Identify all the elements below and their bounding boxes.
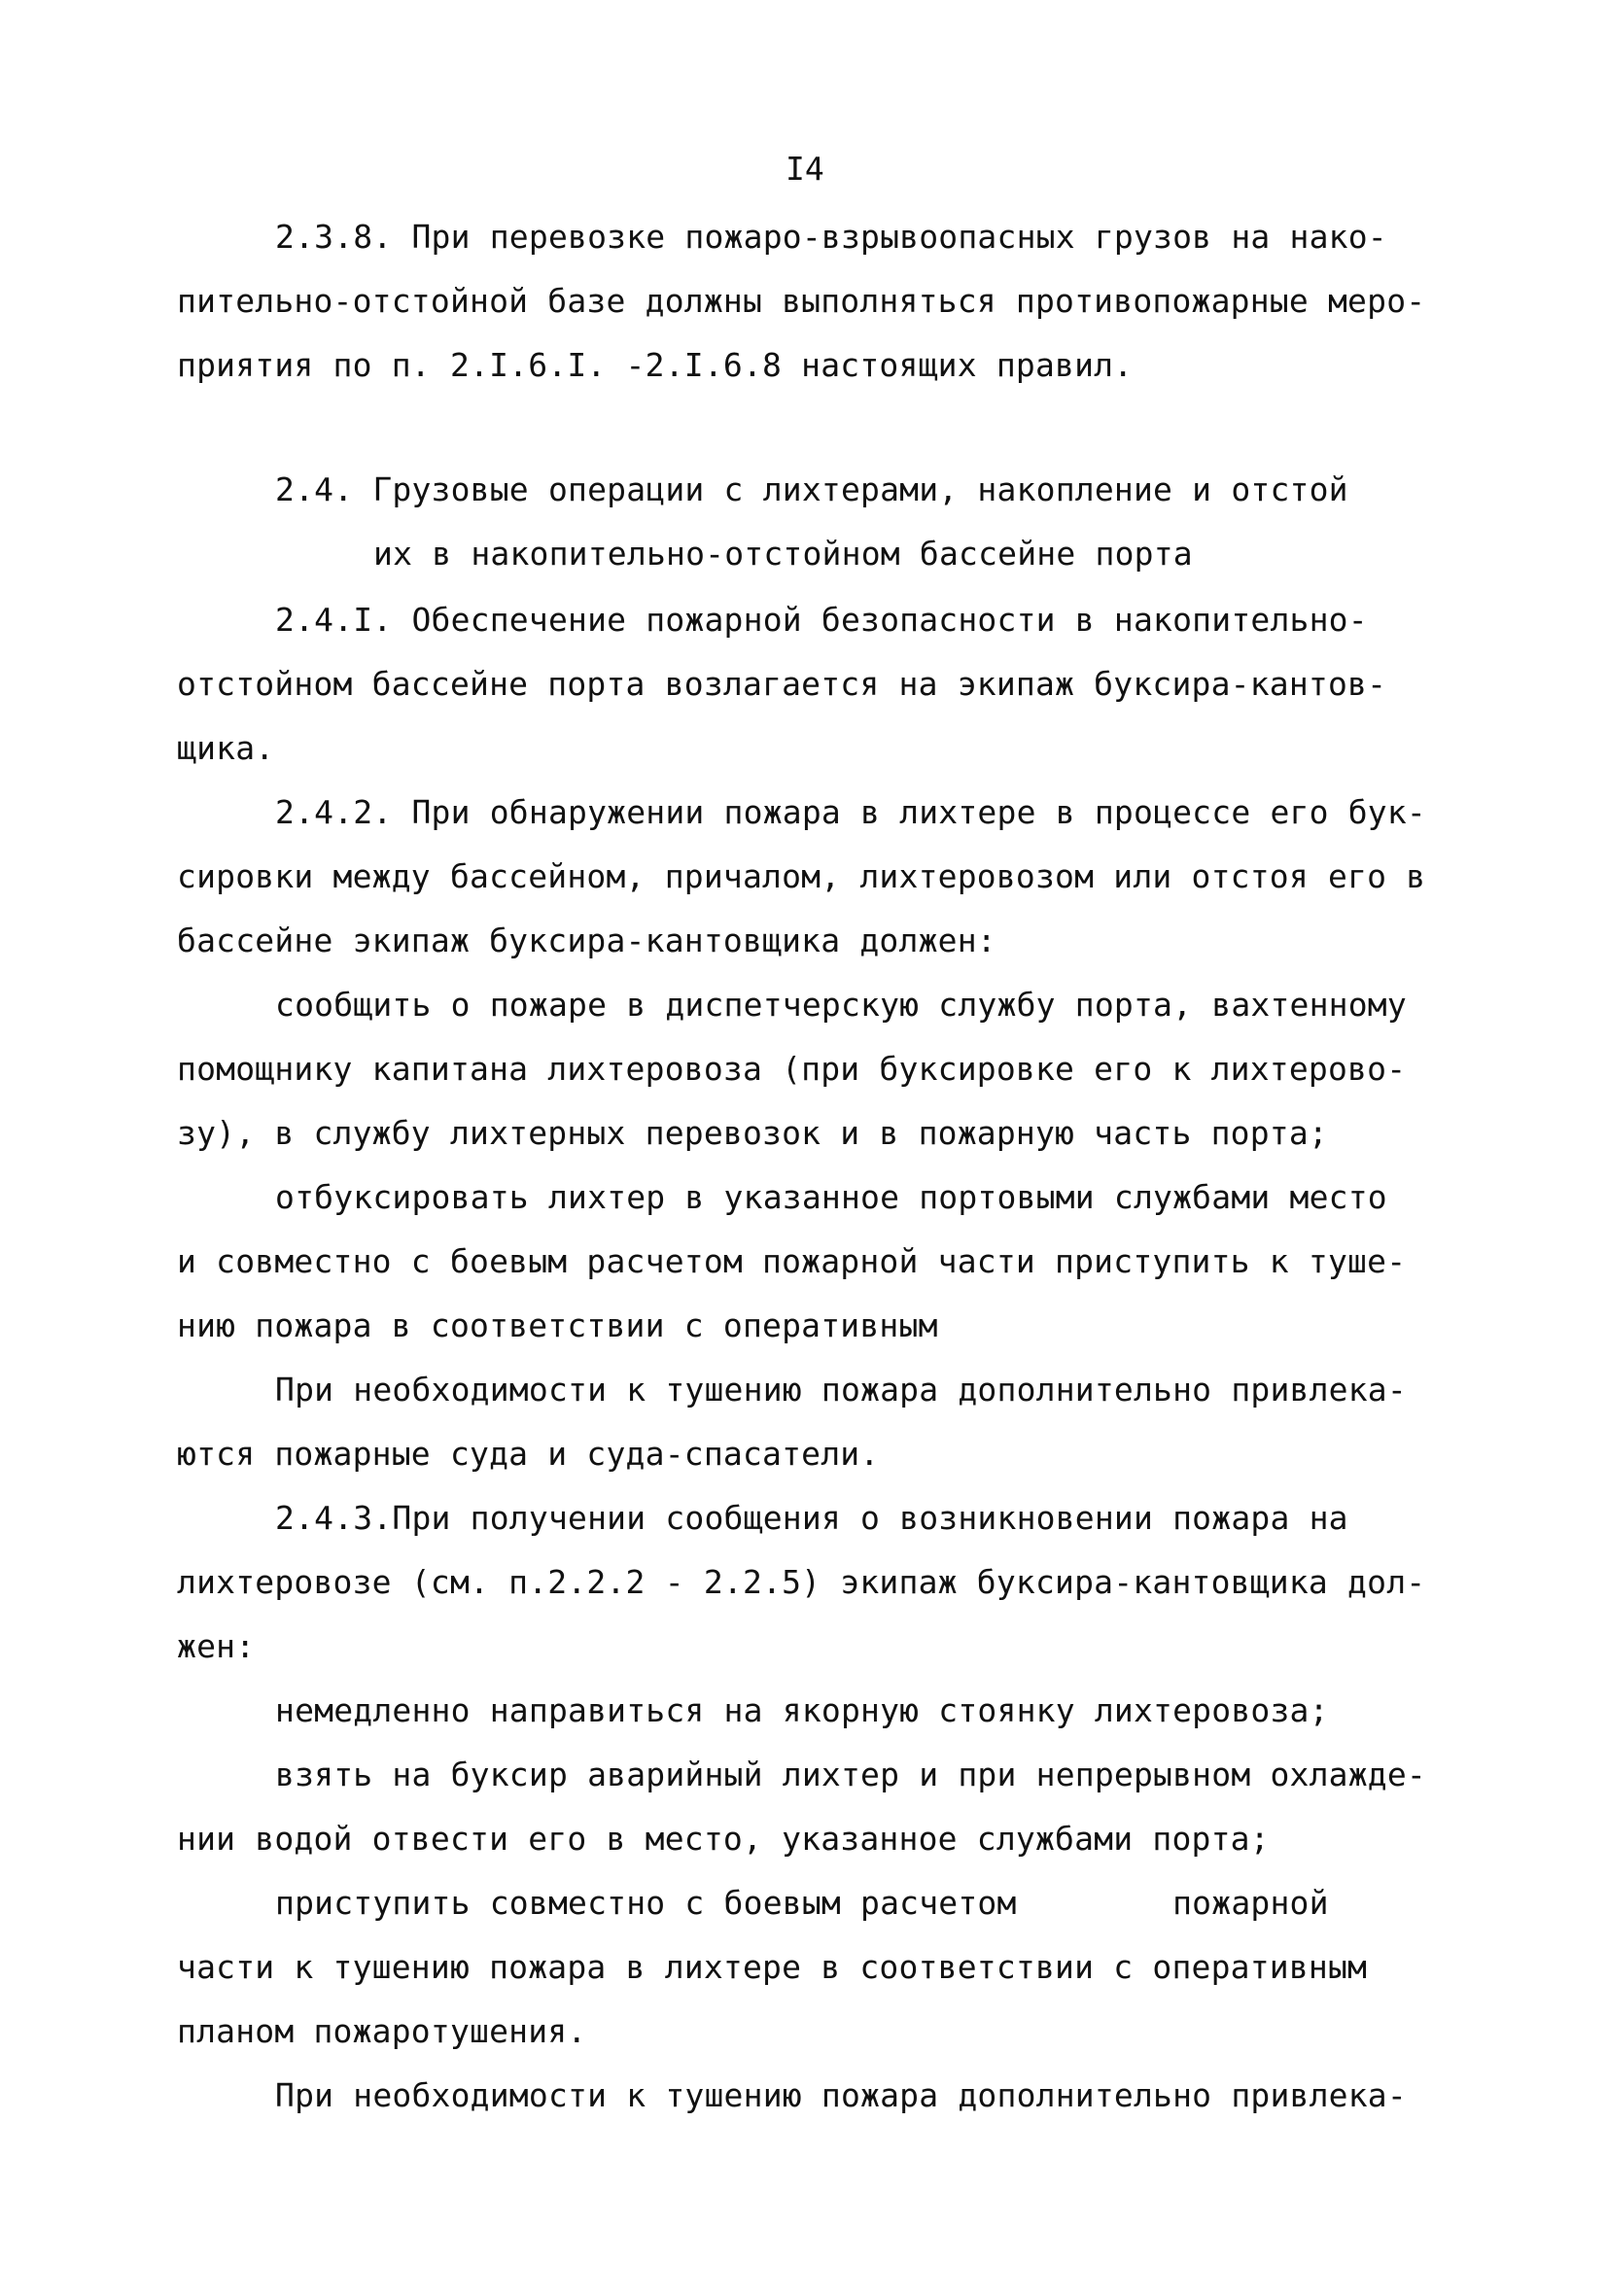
text-line: отстойном бассейне порта возлагается на экипаж буксира-кантов- xyxy=(177,665,1387,703)
text-line: части к тушению пожара в лихтере в соответствии с оперативным xyxy=(177,1948,1368,1986)
text-line: При необходимости к тушению пожара дополнительно привлека- xyxy=(275,2076,1407,2114)
text-line: При необходимости к тушению пожара дополнительно привлека- xyxy=(275,1371,1407,1409)
text-line: щика. xyxy=(177,729,275,767)
text-line: помощнику капитана лихтеровоза (при буксировке его к лихтерово- xyxy=(177,1050,1407,1088)
text-line: 2.4.3.При получении сообщения о возникновении пожара на xyxy=(275,1499,1348,1537)
text-line: немедленно направиться на якорную стоянку лихтеровоза; xyxy=(275,1691,1329,1729)
text-line: приятия по п. 2.I.6.I. -2.I.6.8 настоящих правил. xyxy=(177,346,1134,384)
text-line: сообщить о пожаре в диспетчерскую службу порта, вахтенному xyxy=(275,986,1407,1024)
text-line: лихтеровозе (см. п.2.2.2 - 2.2.5) экипаж буксира-кантовщика дол- xyxy=(177,1563,1426,1601)
text-line: бассейне экипаж буксира-кантовщика должен: xyxy=(177,922,996,959)
text-line: нию пожара в соответствии с оперативным xyxy=(177,1306,938,1344)
text-line: взять на буксир аварийный лихтер и при непрерывном охлажде- xyxy=(275,1756,1426,1793)
text-line: и совместно с боевым расчетом пожарной части приступить к туше- xyxy=(177,1242,1407,1280)
text-line: ются пожарные суда и суда-спасатели. xyxy=(177,1435,880,1473)
text-line: 2.4.I. Обеспечение пожарной безопасности в накопительно- xyxy=(275,601,1368,639)
text-line: отбуксировать лихтер в указанное портовыми службами место xyxy=(275,1178,1387,1216)
text-line: приступить совместно с боевым расчетом пожарной xyxy=(275,1884,1329,1922)
page-number: I4 xyxy=(786,150,824,188)
text-line: жен: xyxy=(177,1627,256,1665)
text-line: пительно-отстойной базе должны выполняться противопожарные меро- xyxy=(177,282,1426,320)
text-line: нии водой отвести его в место, указанное службами порта; xyxy=(177,1820,1270,1858)
text-line: 2.4.2. При обнаружении пожара в лихтере в процессе его бук- xyxy=(275,793,1426,831)
text-line: сировки между бассейном, причалом, лихтеровозом или отстоя его в xyxy=(177,857,1426,895)
text-line: планом пожаротушения. xyxy=(177,2012,587,2050)
text-line: зу), в службу лихтерных перевозок и в пожарную часть порта; xyxy=(177,1114,1328,1152)
section-heading: их в накопительно-отстойном бассейне порта xyxy=(373,535,1193,573)
section-heading: 2.4. Грузовые операции с лихтерами, накопление и отстой xyxy=(275,470,1348,508)
text-line: 2.3.8. При перевозке пожаро-взрывоопасных грузов на нако- xyxy=(275,218,1387,256)
